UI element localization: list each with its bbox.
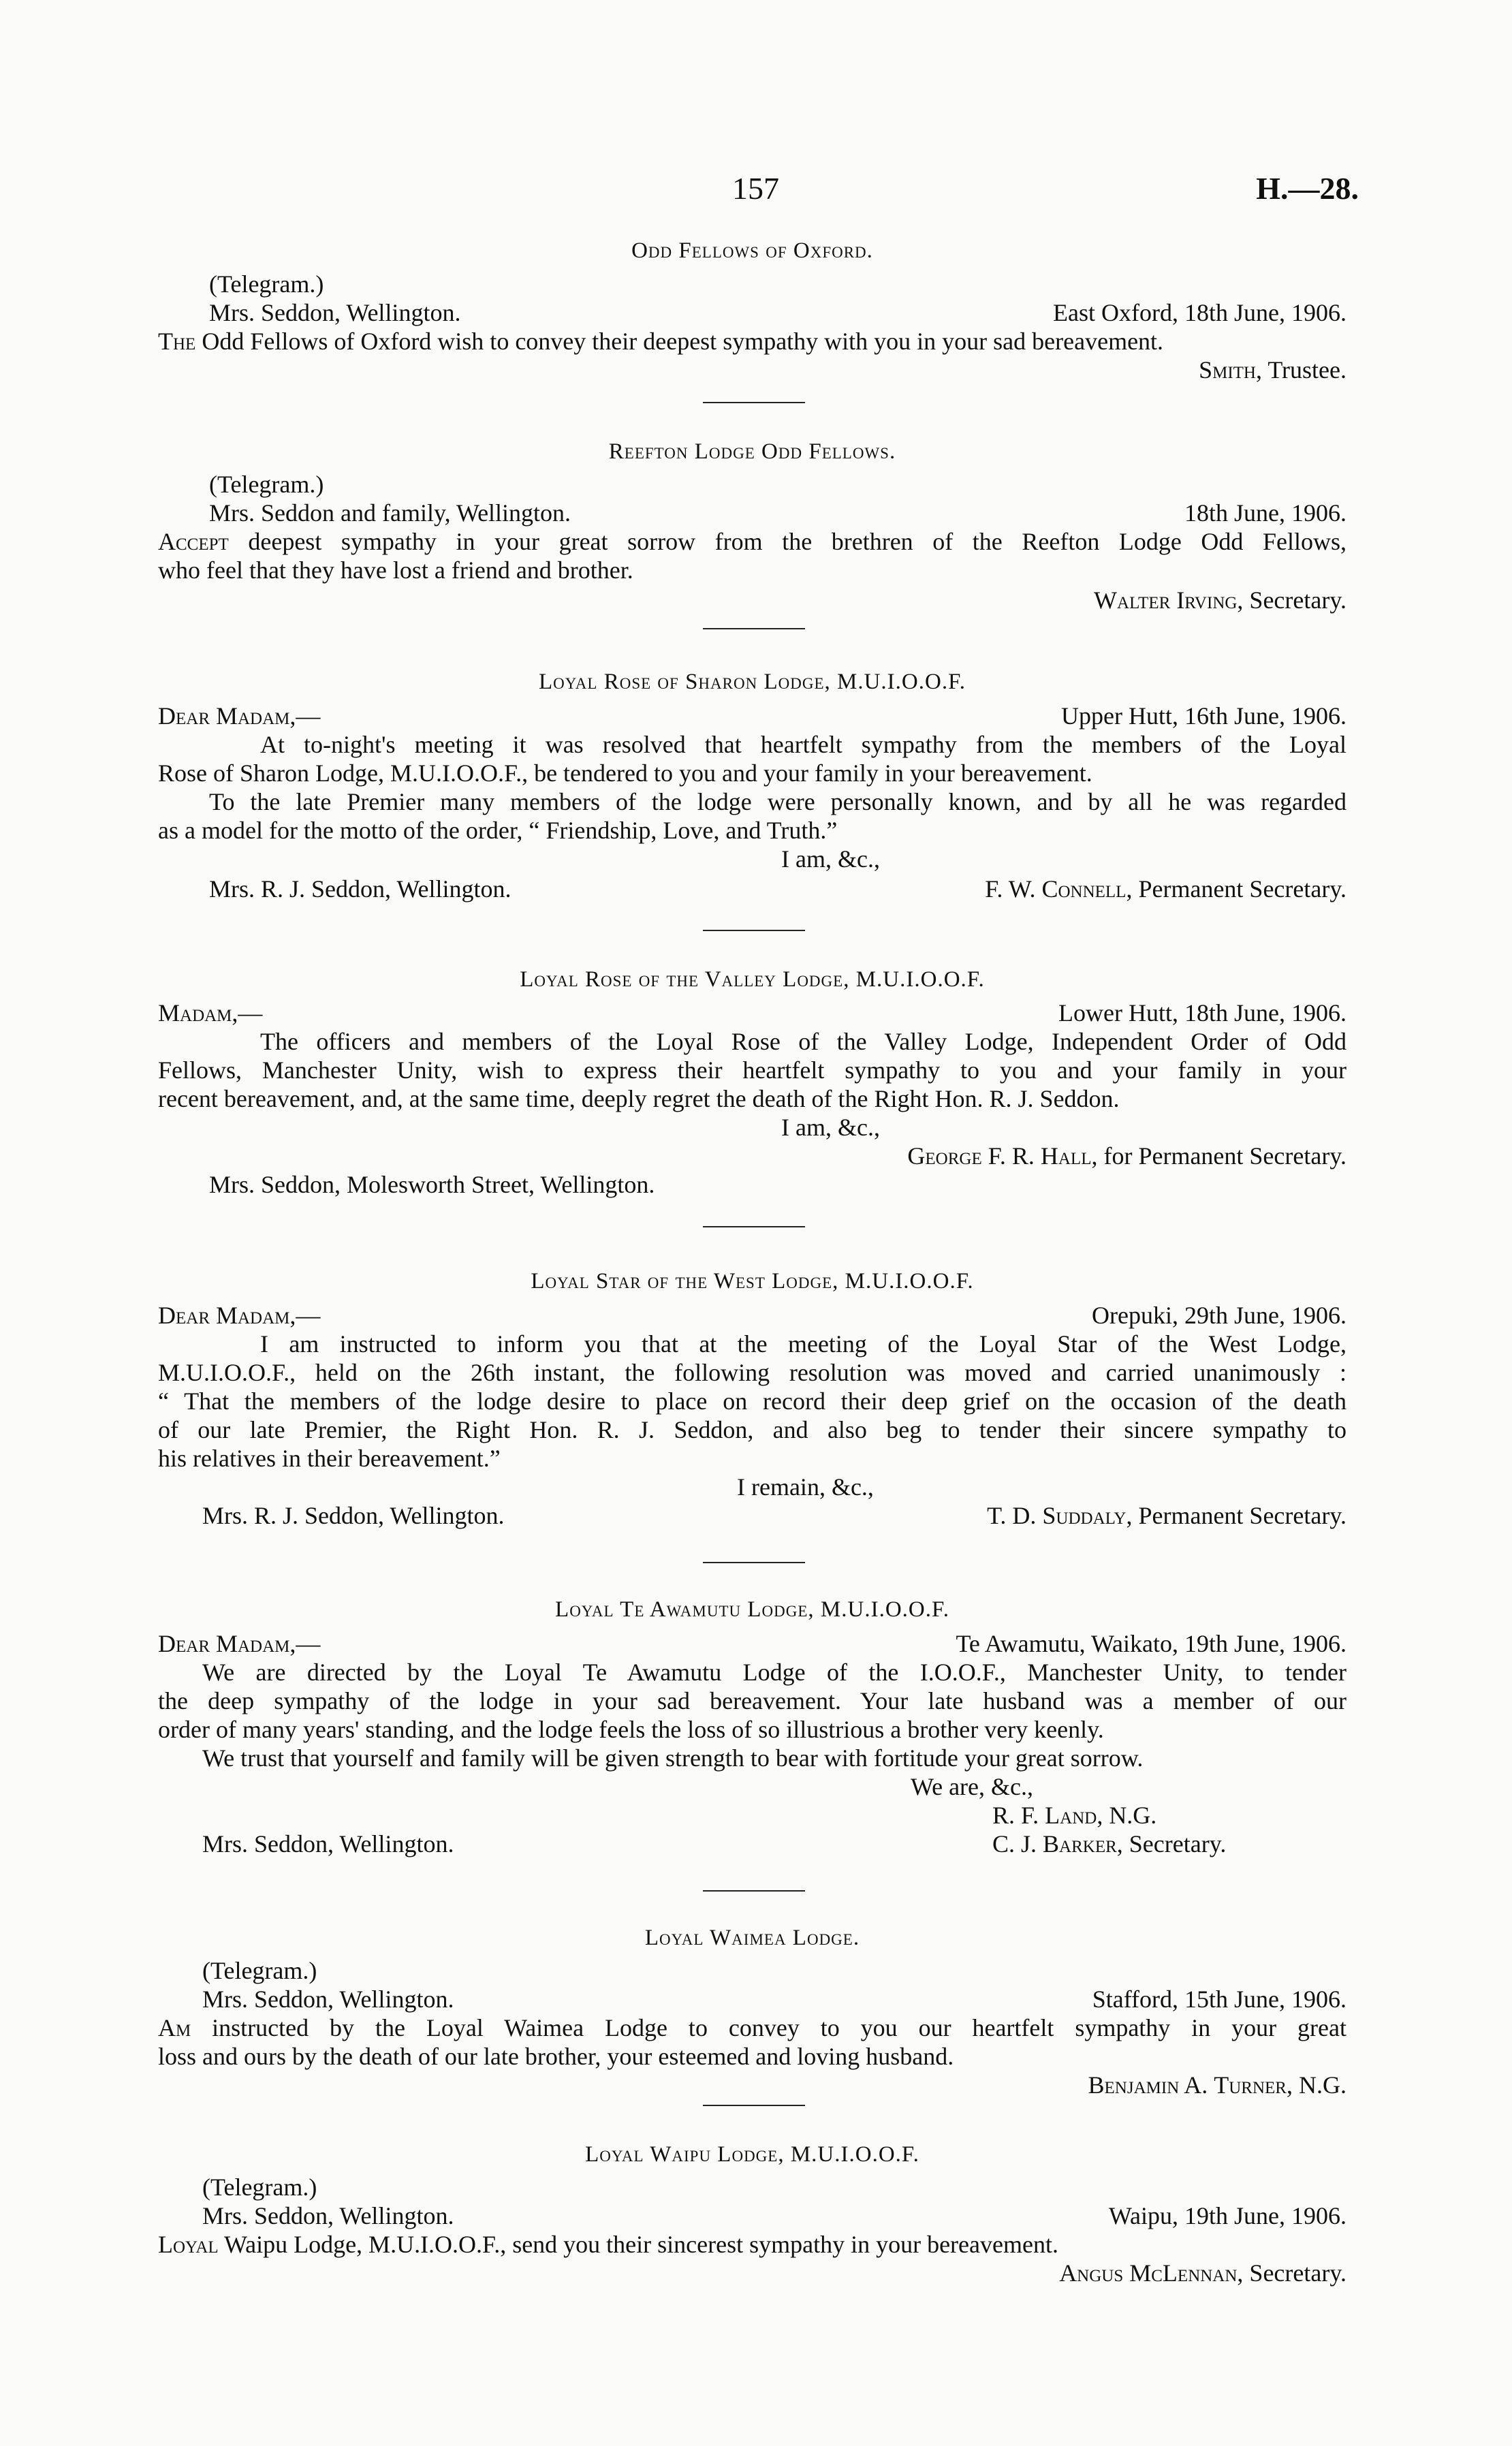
body-text xyxy=(158,2230,1058,2259)
signatory-name: Suddaly xyxy=(1042,1502,1127,1529)
place-date: Upper Hutt, 16th June, 1906. xyxy=(1061,702,1346,730)
body: Waipu Lodge, M.U.I.O.O.F., send you their sincerest sympathy in your bereavement. xyxy=(224,2231,1058,2258)
signature xyxy=(870,586,1346,614)
section-divider xyxy=(703,1226,805,1227)
signature-2 xyxy=(992,1830,1226,1858)
addressee: Mrs. Seddon, Wellington. xyxy=(202,2202,454,2229)
signatory-role: , Permanent Secretary. xyxy=(1126,1502,1346,1529)
section-title: Loyal Waimea Lodge. xyxy=(644,1926,860,1950)
section-divider xyxy=(703,628,805,629)
page-header xyxy=(0,170,1512,211)
body-line: as a model for the motto of the order, “ Friendship, Love, and Truth.” xyxy=(158,817,838,844)
body-line: At to-night's meeting it was resolved that heartfelt sympathy from the members of the Loyal xyxy=(260,731,1346,758)
salutation: Madam,— xyxy=(158,999,263,1026)
body: instructed by the Loyal Waimea Lodge to convey to you our heartfelt sympathy in your great xyxy=(212,2014,1347,2041)
telegram-tag: (Telegram.) xyxy=(202,1957,317,1984)
body-line: We trust that yourself and family will be given strength to bear with fortitude your great sorrow. xyxy=(202,1744,1144,1772)
addressee: Mrs. Seddon, Molesworth Street, Wellington. xyxy=(209,1171,655,1198)
signatory-name: Connell xyxy=(1041,875,1127,903)
body-line: To the late Premier many members of the lodge were personally known, and by all he was regarded xyxy=(209,788,1346,815)
signatory-surname: Turner xyxy=(1214,2071,1287,2099)
signatory-role: , for Permanent Secretary. xyxy=(1091,1142,1346,1170)
section-divider xyxy=(703,2105,805,2106)
lead-word: Accept xyxy=(158,528,229,555)
body-text xyxy=(158,327,1163,356)
body-line: loss and ours by the death of our late brother, your esteemed and loving husband. xyxy=(158,2043,954,2070)
addressee: Mrs. Seddon, Wellington. xyxy=(202,1986,454,2013)
salutation: Dear Madam,— xyxy=(158,1630,321,1657)
signature-1 xyxy=(992,1801,1156,1830)
section-title: Loyal Te Awamutu Lodge, M.U.I.O.O.F. xyxy=(555,1597,949,1622)
lead-word: Am xyxy=(158,2014,191,2041)
salutation: Dear Madam,— xyxy=(158,1302,321,1329)
signature xyxy=(802,2071,1346,2099)
addressee: Mrs. Seddon, Wellington. xyxy=(202,1830,454,1857)
signatory-initials: C. J. xyxy=(992,1830,1043,1857)
section-title: Loyal Star of the West Lodge, M.U.I.O.O.F. xyxy=(531,1269,974,1293)
signatory-name: George xyxy=(907,1142,982,1170)
section-divider xyxy=(703,930,805,931)
body: deepest sympathy in your great sorrow from the brethren of the Reefton Lodge Odd Fellows, xyxy=(248,528,1346,555)
signatory-name: Smith xyxy=(1199,356,1256,383)
signatory-role: , N.G. xyxy=(1097,1802,1157,1829)
telegram-tag: (Telegram.) xyxy=(209,270,324,298)
signatory-role: , Permanent Secretary. xyxy=(1126,875,1346,903)
signatory-name: Benjamin xyxy=(1088,2071,1180,2099)
signature xyxy=(802,1501,1346,1530)
signatory-role: , Secretary. xyxy=(1237,586,1346,614)
lead-word: Loyal xyxy=(158,2231,219,2258)
body-line: “ That the members of the lodge desire to place on record their deep grief on the occasion of the death xyxy=(158,1387,1346,1415)
closing: I am, &c., xyxy=(781,845,880,873)
body-line: I am instructed to inform you that at the meeting of the Loyal Star of the West Lodge, xyxy=(260,1330,1346,1358)
body-line: The officers and members of the Loyal Rose of the Valley Lodge, Independent Order of Odd xyxy=(260,1028,1346,1055)
body-line: M.U.I.O.O.F., held on the 26th instant, the following resolution was moved and carried unanimously : xyxy=(158,1359,1346,1386)
lead-word: The xyxy=(158,328,196,355)
section-divider xyxy=(703,1562,805,1563)
addressee: Mrs. R. J. Seddon, Wellington. xyxy=(209,875,511,903)
telegram-tag: (Telegram.) xyxy=(202,2174,317,2201)
place-date: Lower Hutt, 18th June, 1906. xyxy=(1058,999,1346,1026)
signatory-initials: R. F. xyxy=(992,1802,1045,1829)
signatory-initials: T. D. xyxy=(987,1502,1043,1529)
body-line: order of many years' standing, and the lodge feels the loss of so illustrious a brother very keenly. xyxy=(158,1716,1104,1743)
body-line: his relatives in their bereavement.” xyxy=(158,1445,501,1472)
salutation: Dear Madam,— xyxy=(158,702,321,730)
page-number: 157 xyxy=(732,171,779,206)
signature xyxy=(665,1142,1346,1170)
section-title: Odd Fellows of Oxford. xyxy=(631,238,873,263)
body-line: Rose of Sharon Lodge, M.U.I.O.O.F., be tendered to you and your family in your bereavement. xyxy=(158,759,1092,787)
signatory-name: Walter Irving xyxy=(1094,586,1238,614)
section-divider xyxy=(703,1890,805,1892)
signature xyxy=(802,2259,1346,2287)
place-date: Orepuki, 29th June, 1906. xyxy=(1092,1302,1346,1329)
closing: I am, &c., xyxy=(781,1114,880,1141)
body-line: who feel that they have lost a friend and brother. xyxy=(158,556,633,584)
body: Odd Fellows of Oxford wish to convey their deepest sympathy with you in your sad bereavement. xyxy=(202,328,1164,355)
signatory-role: , Trustee. xyxy=(1255,356,1346,383)
closing: I remain, &c., xyxy=(737,1473,874,1501)
addressee: Mrs. Seddon and family, Wellington. xyxy=(209,499,571,527)
signatory-role: , Secretary. xyxy=(1116,1830,1227,1857)
signatory-name: Land xyxy=(1045,1802,1097,1829)
section-title: Loyal Rose of the Valley Lodge, M.U.I.O.O.F. xyxy=(520,967,985,992)
section-title: Loyal Waipu Lodge, M.U.I.O.O.F. xyxy=(585,2142,919,2167)
signature xyxy=(802,875,1346,903)
place-date: East Oxford, 18th June, 1906. xyxy=(1053,299,1346,326)
place-date: Waipu, 19th June, 1906. xyxy=(1108,2202,1346,2229)
place-date: Stafford, 15th June, 1906. xyxy=(1092,1986,1346,2013)
document-reference: H.—28. xyxy=(1256,171,1359,206)
body-line xyxy=(158,2013,1346,2042)
signatory-role: , N.G. xyxy=(1287,2071,1346,2099)
signature xyxy=(870,356,1346,384)
signatory-name: Barker xyxy=(1043,1830,1117,1857)
signatory-name: Angus McLennan xyxy=(1059,2259,1238,2287)
signatory-initials: F. W. xyxy=(985,875,1042,903)
place-date: 18th June, 1906. xyxy=(1184,499,1346,527)
section-title: Loyal Rose of Sharon Lodge, M.U.I.O.O.F. xyxy=(538,670,966,694)
body-line: recent bereavement, and, at the same time, deeply regret the death of the Right Hon. R. J. Seddon. xyxy=(158,1085,1120,1112)
body-line: the deep sympathy of the lodge in your sad bereavement. Your late husband was a member of our xyxy=(158,1687,1346,1714)
section-divider xyxy=(703,402,805,403)
signatory-role: , Secretary. xyxy=(1237,2259,1346,2287)
body-line: Fellows, Manchester Unity, wish to express their heartfelt sympathy to you and your family in your xyxy=(158,1056,1346,1084)
signatory-surname: Hall xyxy=(1040,1142,1092,1170)
place-date: Te Awamutu, Waikato, 19th June, 1906. xyxy=(956,1630,1346,1657)
closing: We are, &c., xyxy=(911,1773,1033,1800)
signatory-initials: A. xyxy=(1179,2071,1214,2099)
telegram-tag: (Telegram.) xyxy=(209,471,324,498)
body-line: We are directed by the Loyal Te Awamutu Lodge of the I.O.O.F., Manchester Unity, to tender xyxy=(202,1659,1346,1686)
addressee: Mrs. R. J. Seddon, Wellington. xyxy=(202,1502,505,1529)
signatory-initials: F. R. xyxy=(981,1142,1041,1170)
body-line xyxy=(158,527,1346,556)
body-line: of our late Premier, the Right Hon. R. J. Seddon, and also beg to tender their sincere sympathy to xyxy=(158,1416,1346,1443)
addressee: Mrs. Seddon, Wellington. xyxy=(209,299,461,326)
section-title: Reefton Lodge Odd Fellows. xyxy=(608,439,896,464)
